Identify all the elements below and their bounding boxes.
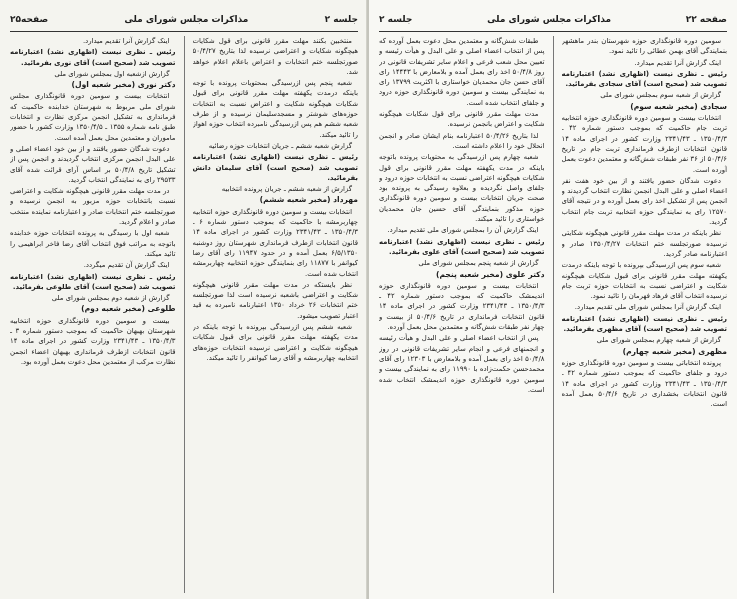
right-column-separator — [553, 36, 554, 593]
left-running-title: مذاکرات مجلس شورای ملی — [124, 15, 249, 25]
chair-statement: رئیس ـ نظری نیست (اظهاری نشد) اعتبارنامه تصویب شد (صحیح است) آقای مظهری بفرمائید. — [561, 314, 727, 334]
paragraph: گزارش ازشعبه اول بمجلس شورای ملی — [54, 69, 170, 78]
paragraph: گزارش از شعبه ششم ـ جریان پرونده انتخابیه — [221, 185, 352, 194]
chair-statement: رئیس ـ نظری نیست (اظهاری نشد) اعتبارنامه تصویب شد (صحیح است) آقای علوی بفرمائید. — [379, 237, 545, 256]
paragraph: گزارش از شعبه چهارم بمجلس شورای ملی — [596, 336, 721, 345]
paragraph: شعبه اول با رسیدگی به پرونده انتخابات حوزه خدابنده باتوجه به مراتب فوق انتخاب آقای رضا فاخر ابراهیمی را تائید میکند. — [10, 229, 176, 258]
left-column-2 — [10, 36, 176, 593]
paragraph: شعبه سوم پس ازرسیدگی بپرونده با توجه باینکه درمدت یکهفته مهلت مقرر قانونی برای قبول شکایات هیچگونه شکایت و اعتراضی نسبت به انتخابات حوزه تربت جام نرسیده انتخاب آقای فرهاد فهرمان را تائید نمود. — [561, 261, 727, 301]
paragraph: لذا بتاریخ ۵۰/۴/۲۶ اعتبارنامه بنام ایشان صادر و انجمن انحلال خود را اعلام داشته است. — [379, 131, 545, 150]
right-header-rule — [379, 31, 727, 32]
paragraph: نظر بایستکه در مدت مهلت مقرر قانونی هیچگونه شکایت و اعتراضی باشعبه نرسیده است لذا صورتجلسه ختم انتخابات ۲۶ خرداد ۱۳۵۰ اعتبارنامه نامبرده به قید اعتبار تصویب میشود. — [192, 280, 358, 320]
speaker-name: مهرداد (مخبر شعبه ششم) — [259, 195, 358, 205]
paragraph: در مدت مهلت مقرر قانونی هیچگونه شکایت و اعتراضی نسبت بانتخابات حوزه مزبور به انجمن نرسیده و صورتجلسه ختم انتخابات صادر و اعتبارنامه نماینده منتخب صادر و اعلام گردید. — [10, 187, 176, 227]
left-header-rule — [10, 31, 358, 32]
left-columns — [10, 36, 358, 593]
chair-statement: رئیس ـ نظری نیست (اظهاری نشد) اعتبارنامه تصویب شد (صحیح است) آقای طلوعی بفرمائید. — [10, 272, 176, 291]
paragraph: گزارش از شعبه پنجم بمجلس شورای ملی — [418, 259, 539, 268]
paragraph: منتخبین بکنند مهلت مقرر قانونی برای قول شکایات هیچگونه شکایات و اعتراضی نرسیده لذا بتاریخ ۵۰/۴/۲۷ صورتجلسه ختم انتخابات و اعتراض باعلام اعلام خواهد شد. — [192, 37, 358, 76]
right-page — [369, 0, 737, 599]
left-page-header — [10, 12, 358, 28]
left-column-separator — [184, 36, 185, 593]
speaker-name: دکتر نوری (مخبر شعبه اول) — [71, 80, 176, 90]
paragraph: گزارش از شعبه دوم بمجلس شورای ملی — [51, 294, 170, 303]
paragraph: شعبه پنجم پس ازرسیدگی بمحتویات پرونده با توجه باینکه درمدت یکهفته مهلت مقرر قانونی برای قبول شکایات هیچگونه شکایت و اعتراض نسبت به انتخابات حوزه‌های شوشتر و مسجدسلیمان نرسیده و از طرف شعبه ششم هم پس ازرسیدگی نامبرده انتخاب حوزه اهواز را تائید میکند. — [192, 79, 358, 139]
speaker-name: دکتر علوی (مخبر شعبه پنجم) — [436, 269, 545, 279]
paragraph: دعوت شدگان حضور یافتند و از بین خود اعضاء اصلی و علی البدل انجمن مرکزی انتخاب گردیدند و انجمن پس از تشکیل تاریخ ۵۰/۴/۸ بر اساس آرای قرائت شده آقای ۲۹۵۳۳ رای به نمایندگی انتخاب گردید. — [10, 144, 176, 184]
speaker-name: طلوعی (مخبر شعبه دوم) — [81, 304, 176, 314]
paragraph: انتخابات بیست و سومین دوره قانونگذاری مجلس شورای ملی مربوط به شهرستان خدابنده حاکمیت که فرمانداری به تشکیل انجمن مرکزی نظارت و انتخابات طبق نامه شماره ۱۳۵۵ ـ ۱۳۵۰/۴/۵ وزارت کشور با حضور ماموران و معتمدین محل بعمل آمده است. — [10, 92, 176, 142]
right-page-number: صفحه ۲۲ — [685, 15, 727, 25]
right-columns — [379, 36, 727, 593]
chair-statement: رئیس ـ نظری نیست (اظهاری نشد) اعتبارنامه تصویب شد (صحیح است) آقای سجادی بفرمائید. — [561, 69, 727, 89]
paragraph: طبقات شش‌گانه و معتمدین محل دعوت بعمل آورده که پس از انتخاب اعضاء اصلی و علی البدل و هیأت رئیسه و تعیین محل شعب فرعی و اعلام سایر تشریفات قانونی در روز ۵۰/۴/۸ اخذ رای بعمل آمده و بلامعارض با ۱۴۴۴۳ رای آقای حسن جان محمدیان خواستاری با اکثریت ۱۳۷۹۹ رای به نمایندگی بیست و سومین دوره قانونگذاری حوزه درود و جلفای انتخاب شده است. — [379, 37, 545, 107]
paragraph: اینک گزارش آن تقدیم میگردد. — [83, 261, 170, 270]
left-column-1 — [193, 36, 359, 593]
paragraph: دعوت شدگان حضور یافتند و از بین خود هفت نفر اعضاء اصلی و علی البدل انجمن نظارت انتخاب گردیدند و انجمن پس از تشکیل اخذ رای بعمل آورده و در نتیجه آقای ۱۲۵۷۰ رای به نمایندگی حوزه انتخابیه تربت جام انتخاب گردید. — [561, 176, 727, 227]
paragraph: انتخابات بیست و سومین دوره قانونگذاری حوزه اندیمشک حاکمیت که بموجب دستور شماره ۴۲ ـ ۱۳۵۰/۴/۳ ـ ۲۳۴۱/۴۳ وزارت کشور در اجرای ماده ۱۴ قانون انتخابات فرمانداری در تاریخ ۵۰/۴/۶ از بیست و چهار نفر طبقات شش‌گانه و معتمدین محل بعمل آورده. — [379, 281, 545, 332]
left-page — [0, 0, 368, 599]
chair-statement: رئیس ـ نظری نیست (اظهاری نشد) اعتبارنامه تصویب شد (صحیح است) آقای نوری بفرمائید. — [10, 48, 176, 67]
paragraph: پس از انتخاب اعضاء اصلی و علی البدل و هیأت رئیسه و انجمنهای فرعی و انجام سایر تشریفات قانونی در روز ۵۰/۴/۸ اخذ رای بعمل آمده و بلامعارض با ۱۲۳۰۳ رای آقای محمدحسن حکمت‌زاده با ۱۱۹۹۰ رای به نمایندگی بیست و سومین دوره قانونگذاری حوزه اندیمشک انتخاب شده است. — [379, 334, 545, 394]
speaker-name: مظهری (مخبر شعبه چهارم) — [622, 346, 727, 356]
paragraph: مدت مهلت مقرر قانونی برای قول شکایات هیچگونه شکایت و اعتراض بانجمن نرسیده. — [379, 110, 545, 129]
paragraph: گزارش از شعبه سوم بمجلس شورای ملی — [600, 91, 721, 100]
paragraph: بیست و سومین دوره قانونگذاری حوزه انتخابیه شهرستان بهبهان حاکمیت که بموجب دستور شماره ۳ ـ ۱۳۵۰/۴/۳ ـ ۲۳۴۱/۴۳ وزارت کشور در اجرای ماده ۱۴ قانون انتخابات ازطرف فرمانداری بهبهان اعضاء انجمن نظارت مرکب از معتمدین محل دعوت بعمل آورده بود. — [10, 316, 176, 366]
paragraph: نظر باینکه در مدت مهلت مقرر قانونی هیچگونه شکایتی نرسیده صورتجلسه ختم انتخابات ۱۳۵۰/۴/۲۷ صادر و اعتبارنامه صادر گردید. — [561, 229, 727, 258]
paragraph: اینک گزارش آنرا تقدیم میدارد. — [82, 37, 170, 45]
paragraph: سومین دوره قانونگذاری حوزه شهرستان بندر ماهشهر بنمایندگی آقای بهمن عطائی را تائید نمود. — [561, 37, 727, 56]
paragraph: شعبه چهارم پس ازرسیدگی به محتویات پرونده باتوجه باینکه در مدت یکهفته مهلت مقرر قانونی برای قول شکایات هیچگونه اعتراضی نسبت به انتخابات حوزه درود و جلفای واصل نگردیده و بعلاوه رسیدگی به پرونده بود صحت جریان انتخابات بیست و سومین دوره قانونگذاری حوزه مذکور بنمایندگی آقای حسین جان محمدیان خواستاری را تائید میکند. — [379, 153, 545, 224]
right-page-header — [379, 12, 727, 28]
left-session-label: جلسه ۲ — [324, 15, 358, 25]
speaker-name: سجادی (مخبر شعبه سوم) — [630, 101, 727, 111]
paragraph: انتخابات بیست و سومین دوره قانونگذاری حوزه انتخابیه چهاربرمشه با حاکمیت که بموجب دستور شماره ۶ ـ ۱۳۵۰/۴/۳ ـ ۲۳۴۱/۴۳ وزارت کشور در اجرای ماده ۱۴ قانون انتخابات ازطرف فرمانداری شهرستان روز دوشنبه ۶/۵/۱۳۵۰ بعمل آمده و در حدود ۱۱۹۴۷ رای آقای رضا کیوانفر با ۱۱۸۷۷ رای بنمایندگی حوزه انتخابیه چهاربرمشه انتخاب شده است. — [192, 207, 358, 278]
paragraph: پرونده انتخاباتی بیست و سومین دوره قانونگذاری حوزه درود و جلفای حاکمیت که بموجب دستور شماره ۴۲ ـ ۱۳۵۰/۴/۳ ـ ۲۳۴۱/۴۳ وزارت کشور در اجرای ماده ۱۴ قانون انتخابات بخشداری در تاریخ ۵۰/۴/۶ بعمل آمده است. — [561, 358, 727, 409]
right-running-title: مذاکرات مجلس شورای ملی — [487, 15, 612, 25]
paragraph: اینک گزارش آنرا تقدیم میدارد. — [634, 58, 721, 67]
paragraph: اینک گزارش آن را بمجلس شورای ملی تقدیم میدارد. — [387, 226, 539, 235]
paragraph: انتخابات بیست و سومین دوره قانونگذاری حوزه انتخابیه تربت جام حاکمیت که بموجب دستور شماره ۴۲ ـ ۱۳۵۰/۴/۳ ـ ۲۳۴۱/۴۳ وزارت کشور در اجرای ماده ۱۴ قانون انتخابات ازطرف فرمانداری تربت جام در تاریخ ۵۰/۴/۶ از ۳۶ نفر طبقات شش‌گانه و معتمدین دعوت بعمل آورده است. — [561, 114, 727, 174]
right-column-2 — [379, 36, 545, 593]
paragraph: اینک گزارش آنرا بمجلس شورای ملی تقدیم میدارد. — [574, 303, 721, 312]
right-column-1 — [562, 36, 728, 593]
right-session-label: جلسه ۲ — [379, 15, 413, 25]
chair-statement: رئیس ـ نظری نیست (اظهاری نشد) اعتبارنامه تصویب شد (صحیح است) آقای سلیمان دانش بفرمائید. — [192, 153, 358, 182]
paragraph: گزارش شعبه ششم ـ جریان انتخابات حوزه رضائیه — [208, 141, 352, 150]
left-page-number: صفحه۲۵ — [10, 15, 49, 25]
paragraph: شعبه ششم پس ازرسیدگی بپرونده با توجه باینکه در مدت یکهفته مهلت مقرر قانونی برای قبول شکایات هیچگونه شکایت و اعتراضی نرسیده انتخابات حوزه‌های انتخابیه چهاربرمشه و آقای رضا کیوانفر را تائید میکند. — [192, 323, 358, 362]
